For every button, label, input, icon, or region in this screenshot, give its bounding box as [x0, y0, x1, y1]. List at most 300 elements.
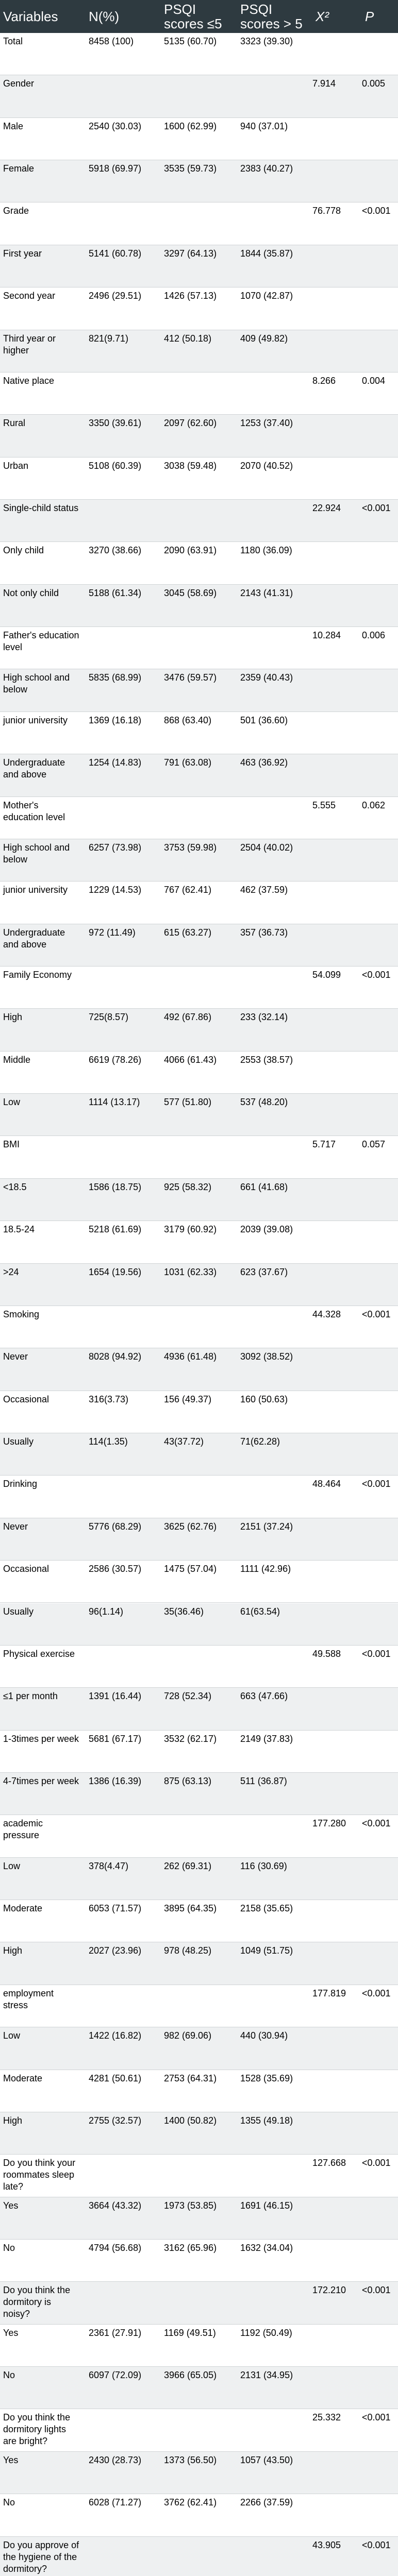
- psqi-high-cell: 623 (37.67): [240, 1266, 288, 1277]
- variable-cell: Low: [3, 1860, 21, 1871]
- p-value-cell: [362, 160, 397, 163]
- p-value-cell: [362, 287, 397, 290]
- psqi-high-cell: [240, 967, 307, 969]
- chi-square-cell: [312, 160, 355, 163]
- chi-square-cell: 5.717: [312, 1139, 336, 1150]
- chi-square-cell: [312, 2197, 355, 2200]
- chi-square-cell: [312, 1264, 355, 1266]
- variable-cell: No: [3, 2370, 15, 2381]
- psqi-low-cell: [164, 202, 231, 205]
- chi-square-cell: [312, 1348, 355, 1351]
- psqi-high-cell: 1528 (35.69): [240, 2073, 293, 2083]
- n-percent-cell: 378(4.47): [89, 1860, 129, 1871]
- psqi-low-cell: [164, 1985, 231, 1988]
- psqi-high-cell: 1632 (34.04): [240, 2242, 293, 2253]
- p-value-cell: [362, 1518, 397, 1521]
- n-percent-cell: 5776 (68.29): [89, 1521, 142, 1532]
- chi-square-cell: [312, 33, 355, 36]
- n-percent-cell: [89, 967, 156, 969]
- table-row: [0, 1052, 398, 1094]
- variable-cell: Gender: [3, 78, 35, 89]
- psqi-high-cell: 1111 (42.96): [240, 1564, 291, 1574]
- p-value-cell: [362, 882, 397, 884]
- n-percent-cell: 1422 (16.82): [89, 2030, 142, 2041]
- psqi-low-cell: [164, 2155, 231, 2157]
- chi-square-cell: [312, 287, 355, 290]
- n-percent-cell: 2430 (28.73): [89, 2454, 142, 2465]
- psqi-low-cell: [164, 1815, 231, 1818]
- table-row: [0, 1985, 398, 2027]
- n-percent-cell: [89, 1646, 156, 1648]
- psqi-low-cell: 3753 (59.98): [164, 842, 217, 853]
- n-percent-cell: [89, 627, 156, 630]
- n-percent-cell: 5918 (69.97): [89, 163, 142, 174]
- psqi-high-cell: 61(63.54): [240, 1606, 280, 1617]
- chi-square-cell: [312, 1731, 355, 1733]
- n-percent-cell: 1586 (18.75): [89, 1181, 142, 1192]
- psqi-low-cell: 868 (63.40): [164, 715, 212, 725]
- chi-square-cell: [312, 2452, 355, 2454]
- p-value-cell: [362, 585, 397, 587]
- variable-cell: High school and below: [3, 672, 70, 695]
- variable-cell: Do you think your roommates sleep late?: [3, 2158, 76, 2192]
- p-value-cell: [362, 1433, 397, 1436]
- n-percent-cell: [89, 75, 156, 78]
- table-row: [0, 2240, 398, 2282]
- p-value-cell: [362, 1009, 397, 1011]
- table-row: [0, 2537, 398, 2576]
- p-value-cell: <0.001: [362, 1818, 391, 1829]
- n-percent-cell: [89, 2282, 156, 2284]
- psqi-high-cell: 357 (36.73): [240, 927, 288, 938]
- psqi-high-cell: 2039 (39.08): [240, 1224, 293, 1235]
- table-row: [0, 1942, 398, 1985]
- table-row: [0, 118, 398, 160]
- table-row: [0, 75, 398, 117]
- p-value-cell: [362, 2367, 397, 2369]
- psqi-high-cell: 1180 (36.09): [240, 545, 292, 556]
- p-value-cell: [362, 1094, 397, 1096]
- variable-cell: junior university: [3, 885, 68, 895]
- variable-cell: Usually: [3, 1436, 34, 1447]
- chi-square-cell: [312, 1009, 355, 1011]
- chi-square-cell: [312, 2325, 355, 2327]
- variable-cell: employment stress: [3, 1988, 54, 2010]
- n-percent-cell: 5681 (67.17): [89, 1733, 142, 1744]
- variable-cell: Yes: [3, 2327, 19, 2338]
- variable-cell: Undergraduate and above: [3, 757, 65, 780]
- psqi-low-cell: 925 (58.32): [164, 1181, 212, 1192]
- p-value-cell: [362, 669, 397, 672]
- psqi-high-cell: [240, 75, 307, 78]
- p-value-cell: [362, 415, 397, 417]
- variable-cell: Middle: [3, 1054, 31, 1065]
- chi-square-cell: [312, 1942, 355, 1945]
- variable-cell: High: [3, 1945, 23, 1956]
- psqi-high-cell: [240, 1985, 307, 1988]
- variable-cell: >24: [3, 1266, 19, 1277]
- table-row: [0, 2409, 398, 2451]
- psqi-low-cell: [164, 1646, 231, 1648]
- p-value-cell: 0.005: [362, 78, 386, 89]
- n-percent-cell: 8028 (94.92): [89, 1351, 142, 1362]
- table-row: [0, 415, 398, 457]
- table-row: [0, 1518, 398, 1561]
- psqi-low-cell: 43(37.72): [164, 1436, 204, 1447]
- n-percent-cell: 6619 (78.26): [89, 1054, 142, 1065]
- table-row: [0, 202, 398, 245]
- p-value-cell: <0.001: [362, 503, 391, 513]
- chi-square-cell: [312, 2070, 355, 2073]
- table-row: [0, 1094, 398, 1136]
- p-value-cell: [362, 2112, 397, 2115]
- psqi-high-cell: [240, 797, 307, 800]
- chi-square-cell: [312, 2240, 355, 2242]
- p-value-cell: <0.001: [362, 2412, 391, 2423]
- chi-square-cell: [312, 1603, 355, 1606]
- table-row: [0, 669, 398, 711]
- table-row: [0, 1900, 398, 1942]
- psqi-high-cell: 2266 (37.59): [240, 2497, 293, 2508]
- table-row: [0, 1306, 398, 1348]
- psqi-low-cell: [164, 797, 231, 800]
- p-value-cell: [362, 1900, 397, 1903]
- psqi-low-cell: 791 (63.08): [164, 757, 212, 768]
- p-value-cell: 0.004: [362, 375, 386, 386]
- psqi-low-cell: 2090 (63.91): [164, 545, 217, 556]
- psqi-low-cell: 615 (63.27): [164, 927, 212, 938]
- p-value-cell: <0.001: [362, 1988, 391, 1998]
- variable-cell: Not only child: [3, 587, 59, 598]
- p-value-cell: [362, 754, 397, 757]
- variable-cell: Yes: [3, 2200, 19, 2211]
- psqi-low-cell: 5135 (60.70): [164, 36, 217, 46]
- chi-square-cell: [312, 542, 355, 545]
- variable-cell: Grade: [3, 206, 29, 216]
- chi-square-cell: 177.280: [312, 1818, 346, 1829]
- chi-square-cell: [312, 330, 355, 333]
- n-percent-cell: 5218 (61.69): [89, 1224, 142, 1235]
- psqi-high-cell: 1355 (49.18): [240, 2115, 293, 2126]
- p-value-cell: [362, 1221, 397, 1224]
- psqi-low-cell: 3297 (64.13): [164, 248, 217, 259]
- table-row: [0, 967, 398, 1009]
- n-percent-cell: [89, 1136, 156, 1139]
- chi-square-cell: 5.555: [312, 800, 336, 810]
- chi-square-cell: [312, 1773, 355, 1775]
- header-psqi-high: PSQI scores > 5: [240, 2, 303, 31]
- psqi-high-cell: 2359 (40.43): [240, 672, 293, 683]
- psqi-high-cell: [240, 2282, 307, 2284]
- psqi-high-cell: [240, 1646, 307, 1648]
- header-n-percent: N(%): [89, 9, 120, 24]
- psqi-low-cell: 3762 (62.41): [164, 2497, 217, 2508]
- chi-square-cell: [312, 669, 355, 672]
- n-percent-cell: [89, 2155, 156, 2157]
- n-percent-cell: 972 (11.49): [89, 927, 136, 938]
- n-percent-cell: 5108 (60.39): [89, 460, 142, 471]
- variable-cell: Drinking: [3, 1479, 38, 1489]
- psqi-low-cell: 1169 (49.51): [164, 2327, 216, 2338]
- psqi-high-cell: [240, 202, 307, 205]
- variable-cell: Total: [3, 36, 23, 46]
- table-row: [0, 585, 398, 627]
- table-row: [0, 924, 398, 967]
- p-value-cell: <0.001: [362, 1479, 391, 1489]
- table-row: [0, 1009, 398, 1051]
- psqi-high-cell: 2553 (38.57): [240, 1054, 293, 1065]
- n-percent-cell: [89, 1985, 156, 1988]
- chi-square-cell: 127.668: [312, 2158, 346, 2168]
- n-percent-cell: 2540 (30.03): [89, 121, 142, 131]
- variable-cell: Low: [3, 1097, 21, 1108]
- p-value-cell: 0.006: [362, 630, 386, 641]
- table-row: [0, 1646, 398, 1688]
- n-percent-cell: 1254 (14.83): [89, 757, 142, 768]
- psqi-high-cell: 2504 (40.02): [240, 842, 293, 853]
- psqi-high-cell: 3092 (38.52): [240, 1351, 293, 1362]
- n-percent-cell: 316(3.73): [89, 1394, 129, 1404]
- psqi-high-cell: [240, 1306, 307, 1309]
- chi-square-cell: [312, 1221, 355, 1224]
- p-value-cell: <0.001: [362, 206, 391, 216]
- p-value-cell: <0.001: [362, 2539, 391, 2550]
- psqi-high-cell: 511 (36.87): [240, 1775, 287, 1786]
- p-value-cell: [362, 1942, 397, 1945]
- table-row: [0, 2282, 398, 2324]
- chi-square-cell: [312, 754, 355, 757]
- chi-square-cell: 48.464: [312, 1479, 341, 1489]
- psqi-high-cell: 661 (41.68): [240, 1181, 288, 1192]
- chi-square-cell: [312, 1052, 355, 1054]
- chi-square-cell: [312, 1391, 355, 1394]
- table-row: [0, 2070, 398, 2112]
- table-row: [0, 542, 398, 584]
- p-value-cell: <0.001: [362, 2285, 391, 2296]
- header-chi-square: X²: [316, 9, 329, 24]
- n-percent-cell: 4281 (50.61): [89, 2073, 142, 2083]
- p-value-cell: [362, 2452, 397, 2454]
- chi-square-cell: 44.328: [312, 1309, 341, 1319]
- psqi-low-cell: 2753 (64.31): [164, 2073, 217, 2083]
- n-percent-cell: 1654 (19.56): [89, 1266, 142, 1277]
- p-value-cell: [362, 712, 397, 715]
- p-value-cell: [362, 839, 397, 842]
- psqi-low-cell: [164, 500, 231, 502]
- variable-cell: Smoking: [3, 1309, 40, 1319]
- chi-square-cell: 76.778: [312, 206, 341, 216]
- psqi-high-cell: [240, 500, 307, 502]
- table-row: [0, 754, 398, 796]
- header-p-value: P: [365, 9, 374, 24]
- n-percent-cell: 1229 (14.53): [89, 885, 142, 895]
- psqi-high-cell: 1253 (37.40): [240, 418, 293, 429]
- psqi-low-cell: [164, 1136, 231, 1139]
- chi-square-cell: 7.914: [312, 78, 336, 89]
- chi-square-cell: [312, 2367, 355, 2369]
- psqi-low-cell: 3038 (59.48): [164, 460, 217, 471]
- psqi-low-cell: [164, 1306, 231, 1309]
- psqi-low-cell: [164, 75, 231, 78]
- psqi-low-cell: 3045 (58.69): [164, 587, 217, 598]
- psqi-high-cell: 2383 (40.27): [240, 163, 293, 174]
- psqi-low-cell: 1373 (56.50): [164, 2454, 217, 2465]
- variable-cell: Rural: [3, 418, 26, 429]
- psqi-high-cell: 116 (30.69): [240, 1860, 287, 1871]
- variable-cell: Single-child status: [3, 503, 79, 513]
- chi-square-cell: [312, 415, 355, 417]
- psqi-high-cell: 1070 (42.87): [240, 291, 293, 301]
- psqi-high-cell: [240, 1815, 307, 1818]
- n-percent-cell: [89, 1815, 156, 1818]
- table-row: [0, 160, 398, 202]
- variable-cell: Male: [3, 121, 24, 131]
- variable-cell: academic pressure: [3, 1818, 43, 1841]
- n-percent-cell: 1391 (16.44): [89, 1691, 142, 1702]
- variable-cell: Moderate: [3, 1903, 43, 1914]
- header-variables: Variables: [3, 9, 58, 24]
- psqi-high-cell: [240, 372, 307, 375]
- psqi-high-cell: [240, 2537, 307, 2539]
- variable-cell: 4-7times per week: [3, 1775, 79, 1786]
- psqi-low-cell: 1031 (62.33): [164, 1266, 217, 1277]
- psqi-high-cell: [240, 2409, 307, 2412]
- p-value-cell: [362, 1348, 397, 1351]
- psqi-high-cell: 440 (30.94): [240, 2030, 288, 2041]
- psqi-low-cell: 1400 (50.82): [164, 2115, 217, 2126]
- p-value-cell: <0.001: [362, 1309, 391, 1319]
- psqi-low-cell: [164, 1476, 231, 1478]
- variable-cell: First year: [3, 248, 42, 259]
- p-value-cell: <0.001: [362, 2158, 391, 2168]
- n-percent-cell: 6097 (72.09): [89, 2370, 142, 2381]
- n-percent-cell: 4794 (56.68): [89, 2242, 142, 2253]
- chi-square-cell: [312, 1858, 355, 1860]
- table-row: [0, 245, 398, 287]
- table-row: [0, 1476, 398, 1518]
- table-row: [0, 1603, 398, 1646]
- psqi-high-cell: 233 (32.14): [240, 1012, 288, 1023]
- variable-cell: Never: [3, 1351, 28, 1362]
- psqi-high-cell: 160 (50.63): [240, 1394, 288, 1404]
- variable-cell: Do you think the dormitory is noisy?: [3, 2285, 71, 2319]
- psqi-high-cell: [240, 627, 307, 630]
- psqi-low-cell: 767 (62.41): [164, 885, 212, 895]
- n-percent-cell: 2586 (30.57): [89, 1564, 142, 1574]
- psqi-high-cell: 2158 (35.65): [240, 1903, 293, 1914]
- psqi-high-cell: 463 (36.92): [240, 757, 288, 768]
- n-percent-cell: 6053 (71.57): [89, 1903, 142, 1914]
- p-value-cell: [362, 2494, 397, 2497]
- psqi-low-cell: 1475 (57.04): [164, 1564, 217, 1574]
- table-row: [0, 1815, 398, 1857]
- chi-square-cell: [312, 839, 355, 842]
- table-row: [0, 287, 398, 330]
- table-row: [0, 2452, 398, 2494]
- psqi-high-cell: 1057 (43.50): [240, 2454, 293, 2465]
- p-value-cell: [362, 1603, 397, 1606]
- table-row: [0, 1264, 398, 1306]
- p-value-cell: [362, 2027, 397, 2030]
- psqi-low-cell: 1973 (53.85): [164, 2200, 217, 2211]
- chi-square-cell: 49.588: [312, 1648, 341, 1659]
- variable-cell: Only child: [3, 545, 44, 556]
- chi-square-cell: [312, 245, 355, 248]
- n-percent-cell: [89, 202, 156, 205]
- n-percent-cell: [89, 797, 156, 800]
- variable-cell: <18.5: [3, 1181, 27, 1192]
- psqi-low-cell: 2097 (62.60): [164, 418, 217, 429]
- n-percent-cell: 8458 (100): [89, 36, 134, 46]
- variable-cell: Physical exercise: [3, 1648, 75, 1659]
- p-value-cell: [362, 1731, 397, 1733]
- psqi-high-cell: 1844 (35.87): [240, 248, 293, 259]
- n-percent-cell: 1369 (16.18): [89, 715, 142, 725]
- psqi-low-cell: 3162 (65.96): [164, 2242, 217, 2253]
- variable-cell: High: [3, 2115, 23, 2126]
- n-percent-cell: [89, 1306, 156, 1309]
- table-row: [0, 1179, 398, 1221]
- chi-square-cell: [312, 1433, 355, 1436]
- psqi-high-cell: 1049 (51.75): [240, 1945, 293, 1956]
- variable-cell: Urban: [3, 460, 29, 471]
- chi-square-cell: [312, 1900, 355, 1903]
- chi-square-cell: [312, 924, 355, 927]
- psqi-high-cell: 2070 (40.52): [240, 460, 293, 471]
- psqi-high-cell: [240, 1136, 307, 1139]
- table-row: [0, 330, 398, 372]
- variable-cell: Undergraduate and above: [3, 927, 65, 950]
- n-percent-cell: 114(1.35): [89, 1436, 128, 1447]
- n-percent-cell: 1386 (16.39): [89, 1775, 142, 1786]
- n-percent-cell: 725(8.57): [89, 1012, 129, 1023]
- variable-cell: Low: [3, 2030, 21, 2041]
- chi-square-cell: [312, 2112, 355, 2115]
- table-row: [0, 33, 398, 75]
- variable-cell: 18.5-24: [3, 1224, 35, 1235]
- table-row: [0, 839, 398, 882]
- variable-cell: Do you approve of the hygiene of the dormitory?: [3, 2539, 79, 2574]
- variable-cell: No: [3, 2497, 15, 2508]
- chi-square-cell: [312, 1179, 355, 1181]
- table-row: [0, 2325, 398, 2367]
- chi-square-cell: [312, 2494, 355, 2497]
- psqi-high-cell: 409 (49.82): [240, 333, 288, 344]
- variable-cell: Occasional: [3, 1394, 49, 1404]
- p-value-cell: [362, 542, 397, 545]
- variable-cell: 1-3times per week: [3, 1733, 79, 1744]
- variable-cell: No: [3, 2242, 15, 2253]
- table-header: [0, 0, 398, 33]
- psqi-low-cell: 978 (48.25): [164, 1945, 212, 1956]
- variable-cell: High: [3, 1012, 23, 1023]
- p-value-cell: [362, 330, 397, 333]
- variable-cell: Occasional: [3, 1564, 49, 1574]
- n-percent-cell: 3350 (39.61): [89, 418, 142, 429]
- psqi-low-cell: 577 (51.80): [164, 1097, 212, 1108]
- psqi-high-cell: 462 (37.59): [240, 885, 288, 895]
- chi-square-cell: 54.099: [312, 970, 341, 980]
- chi-square-cell: 22.924: [312, 503, 341, 513]
- psqi-high-cell: 2131 (34.95): [240, 2370, 293, 2381]
- psqi-low-cell: [164, 967, 231, 969]
- chi-square-cell: [312, 2027, 355, 2030]
- n-percent-cell: 5141 (60.78): [89, 248, 142, 259]
- p-value-cell: [362, 1858, 397, 1860]
- psqi-low-cell: [164, 2409, 231, 2412]
- psqi-low-cell: [164, 372, 231, 375]
- variable-cell: Usually: [3, 1606, 34, 1617]
